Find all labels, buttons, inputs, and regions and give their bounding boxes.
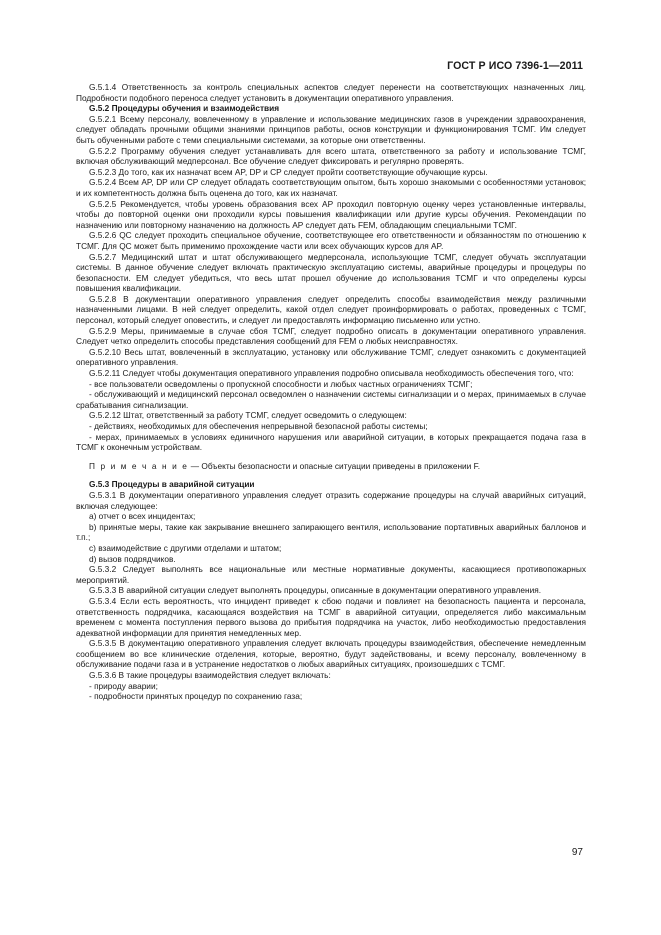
paragraph: G.5.2.4 Всем AP, DP или CP следует обладать соответствующим опытом, быть хорошо знакомыми с особенностями установок; и их компетентность должна быть оценена до того, как их назначат. bbox=[76, 177, 586, 198]
list-item: c) взаимодействие с другими отделами и штатом; bbox=[89, 542, 282, 553]
list-item: - подробности принятых процедур по сохранению газа; bbox=[89, 691, 303, 702]
list-item: - мерах, принимаемых в условиях единичного нарушения или аварийной ситуации, в которых прекращается подача газа в ТСМГ к оконечным устройствам. bbox=[76, 431, 586, 453]
list-item: - все пользователи осведомлены о пропускной способности и любых частных ограничениях ТСМГ; bbox=[89, 378, 473, 389]
note-text: — Объекты безопасности и опасные ситуации приведены в приложении F. bbox=[188, 460, 481, 471]
paragraph: G.5.2.3 До того, как их назначат всем AP, DP и CP следует пройти соответствующие обучающие курсы. bbox=[89, 166, 488, 177]
paragraph: G.5.3.5 В документацию оперативного управления следует включать процедуры взаимодействия, обеспечение немедленным сообщением во все клинические отделения, которые, вероятно, будут задействованы, и всему персоналу, вовлеченному в обслуживание подачи газа и в устранение недостатков о любых аварийных ситуациях, произошедших с ТСМГ. bbox=[76, 638, 586, 670]
paragraph: G.5.2.11 Следует чтобы документация оперативного управления подробно описывала необходимость обеспечения того, что: bbox=[89, 368, 574, 379]
paragraph: G.5.2.7 Медицинский штат и штат обслуживающего медперсонала, использующие ТСМГ, следует обучать эксплуатации системы. В данное обучение следует включать практическую эксплуатацию системы, аварийные процедуры и процедуры по безопасности. EM следует убедиться, что весь штат прошел обучение до использования ТСМГ и что определены курсы повышения квалификации. bbox=[76, 251, 586, 294]
paragraph: G.5.2.6 QC следует проходить специальное обучение, соответствующее его ответственности и обязанностям по отношению к ТСМГ. Для QC может быть применимо прохождение части или всех обучающих курсов для AP. bbox=[76, 230, 586, 251]
note bbox=[76, 461, 586, 472]
paragraph: G.5.3.2 Следует выполнять все национальные или местные нормативные документы, касающиеся противопожарных мероприятий. bbox=[76, 564, 586, 585]
paragraph: G.5.1.4 Ответственность за контроль специальных аспектов следует перенести на соответствующих назначенных лиц. Подробности подобного переноса следует установить в документации оперативного управления. bbox=[76, 82, 586, 103]
paragraph: G.5.2.1 Всему персоналу, вовлеченному в управление и использование медицинских газов в учреждении здравоохранения, следует обладать прочными общими знаниями принципов работы, основ конструкции и функционирования ТСМГ. Им следует быть обученными работе с теми специальными системами, за которые они ответственны. bbox=[76, 113, 586, 145]
paragraph: G.5.3.6 В такие процедуры взаимодействия следует включать: bbox=[89, 670, 331, 681]
paragraph: G.5.2.2 Программу обучения следует устанавливать для всего штата, ответственного за работу и использование ТСМГ, включая обслуживающий медперсонал. Все обучение следует фиксировать и регулярно проверять. bbox=[76, 145, 586, 167]
list-item: b) принятые меры, такие как закрывание внешнего запирающего вентиля, использование портативных аварийных баллонов и т.п.; bbox=[76, 521, 586, 543]
paragraph: G.5.2.9 Меры, принимаемые в случае сбоя ТСМГ, следует подробно описать в документации оперативного управления. Следует четко определить способы представления сообщений для FEM о любых неисправностях. bbox=[76, 325, 586, 347]
paragraph: G.5.2.12 Штат, ответственный за работу ТСМГ, следует осведомить о следующем: bbox=[89, 410, 407, 421]
list-item: - природу аварии; bbox=[89, 680, 158, 691]
list-item: - обслуживающий и медицинский персонал осведомлен о назначении системы сигнализации и о мерах, принимаемых в случае срабатывания сигнализации. bbox=[76, 389, 586, 410]
document-code: ГОСТ Р ИСО 7396-1—2011 bbox=[447, 60, 583, 72]
section-heading: G.5.2 Процедуры обучения и взаимодействия bbox=[89, 103, 280, 114]
paragraph: G.5.3.3 В аварийной ситуации следует выполнять процедуры, описанные в документации оперативного управления. bbox=[89, 585, 542, 596]
paragraph: G.5.3.4 Если есть вероятность, что инцидент приведет к сбою подачи и повлияет на безопасность пациента и персонала, ответственность подрядчика, касающаяся воздействия на ТСМГ в аварийной ситуации, определяется либо максимальным временем с момента поступления первого вызова до прибытия подрядчика на участок, либо необходимостью предоставления адекватной информации для принятия немедленных мер. bbox=[76, 595, 586, 638]
paragraph: G.5.3.1 В документации оперативного управления следует отразить содержание процедуры на случай аварийных ситуаций, включая следующее: bbox=[76, 489, 586, 511]
list-item: - действиях, необходимых для обеспечения непрерывной безопасной работы системы; bbox=[89, 421, 428, 431]
section-heading: G.5.3 Процедуры в аварийной ситуации bbox=[89, 479, 255, 490]
document-body bbox=[76, 82, 586, 702]
paragraph: G.5.2.8 В документации оперативного управления следует определить способы взаимодействия между различными назначенными лицами. В ней следует определить, какой отдел следует проинформировать о работах, проведенных с ТСМГ, персонал, который следует оповестить, и следует ли предоставлять информацию письменно или устно. bbox=[76, 293, 586, 326]
note-label: П р и м е ч а н и е bbox=[89, 460, 189, 471]
list-item: d) вызов подрядчиков. bbox=[89, 553, 176, 564]
paragraph: G.5.2.10 Весь штат, вовлеченный в эксплуатацию, установку или обслуживание ТСМГ, следует ознакомить с документацией оперативного управления. bbox=[76, 346, 586, 368]
list-item: a) отчет о всех инцидентах; bbox=[89, 511, 196, 522]
paragraph: G.5.2.5 Рекомендуется, чтобы уровень образования всех AP проходил повторную оценку через установленные интервалы, чтобы до повторной оценки они проходили курсы повышения квалификации или другие курсы обучения. Рекомендации по назначению или повторному назначению на должность AP следует дать FEM, обладающим специальными ТСМГ. bbox=[76, 198, 586, 230]
page-number: 97 bbox=[571, 847, 583, 858]
